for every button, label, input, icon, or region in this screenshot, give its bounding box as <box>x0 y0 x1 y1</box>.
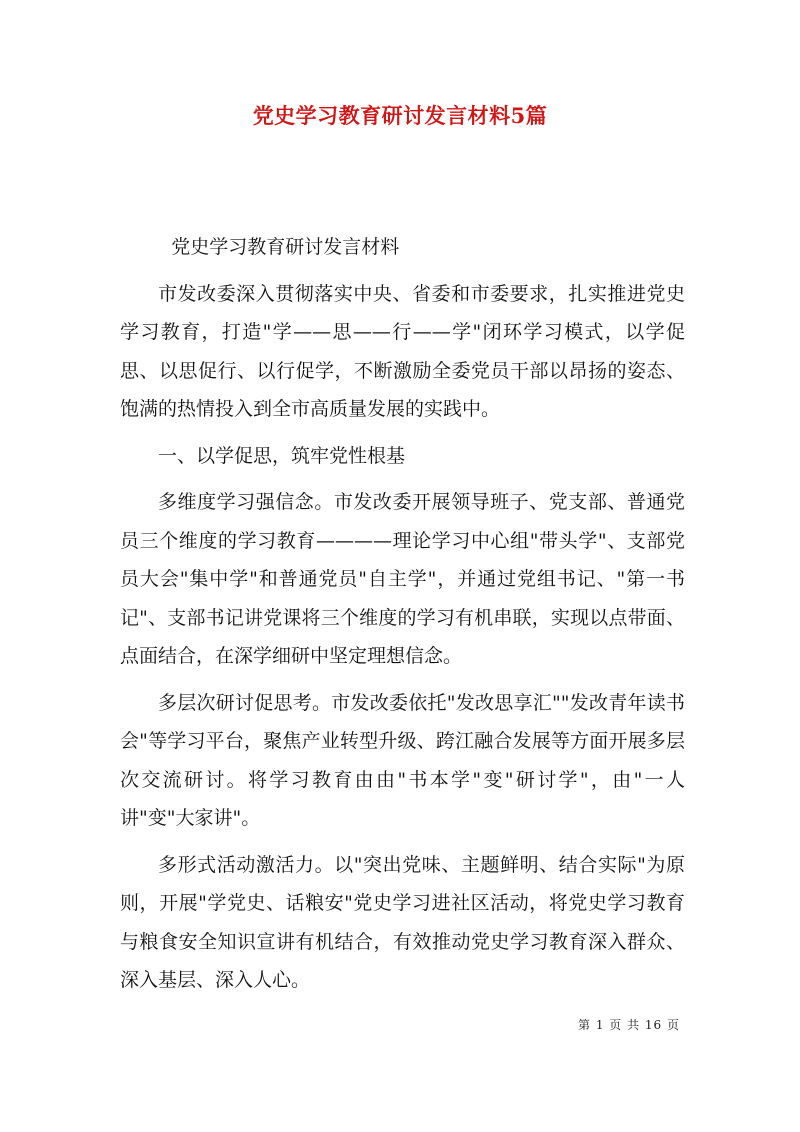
document-body <box>120 228 685 1008</box>
paragraph-multi-dimension: 多维度学习强信念。市发改委开展领导班子、党支部、普通党员三个维度的学习教育————理论学习中心组"带头学"、支部党员大会"集中学"和普通党员"自主学"，并通过党组书记、"第一书记"、支部书记讲党课将三个维度的学习有机串联，实现以点带面、点面结合，在深学细研中坚定理想信念。 <box>120 491 685 667</box>
section-heading-1: 一、以学促思，筑牢党性根基 <box>158 444 406 467</box>
page-number-footer: 第 1 页 共 16 页 <box>578 1018 680 1032</box>
paragraph-multi-form: 多形式活动激活力。以"突出党味、主题鲜明、结合实际"为原则，开展"学党史、话粮安"党史学习进社区活动，将党史学习教育与粮食安全知识宣讲有机结合，有效推动党史学习教育深入群众、深入基层、深入人心。 <box>120 853 685 991</box>
paragraph-multi-level: 多层次研讨促思考。市发改委依托"发改思享汇""发改青年读书会"等学习平台，聚焦产业转型升级、跨江融合发展等方面开展多层次交流研讨。将学习教育由由"书本学"变"研讨学"，由"一人讲"变"大家讲"。 <box>120 691 685 829</box>
document-title: 党史学习教育研讨发言材料5篇 <box>252 103 548 128</box>
paragraph-intro: 市发改委深入贯彻落实中央、省委和市委要求，扎实推进党史学习教育，打造"学——思——行——学"闭环学习模式，以学促思、以思促行、以行促学，不断激励全委党员干部以昂扬的姿态、饱满的热情投入到全市高质量发展的实践中。 <box>120 282 685 420</box>
document-subtitle: 党史学习教育研讨发言材料 <box>171 236 400 258</box>
